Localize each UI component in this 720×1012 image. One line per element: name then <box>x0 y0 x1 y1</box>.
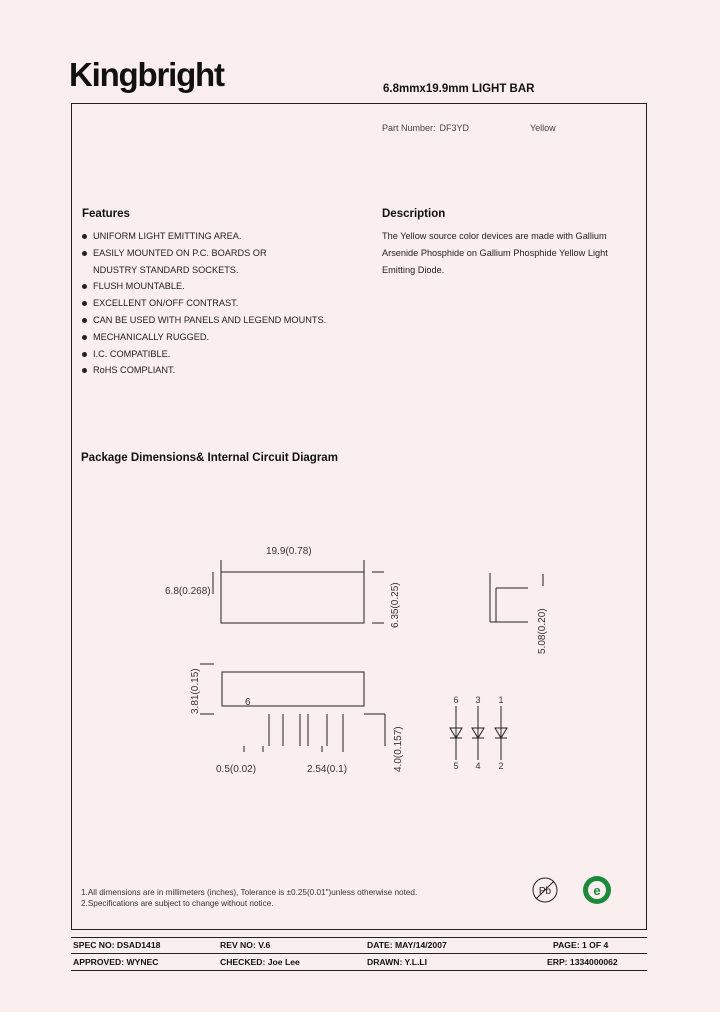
footer-checked: CHECKED: Joe Lee <box>220 957 300 967</box>
footer-bottom-rule <box>71 970 647 971</box>
feature-item: EASILY MOUNTED ON P.C. BOARDS OR <box>82 245 326 262</box>
description-text: The Yellow source color devices are made with Gallium Arsenide Phosphide on Gallium Phosphide Yellow Light Emitting Diode. <box>382 231 608 275</box>
feature-item: UNIFORM LIGHT EMITTING AREA. <box>82 228 326 245</box>
front-pin-number: 6 <box>245 697 251 708</box>
feature-item: EXCELLENT ON/OFF CONTRAST. <box>82 295 326 312</box>
top-view-body <box>221 572 364 623</box>
footer-drawn: DRAWN: Y.L.LI <box>367 957 427 967</box>
footer-erp: ERP: 1334000062 <box>547 957 618 967</box>
circuit-pin-label: 4 <box>475 761 481 771</box>
circuit-pin-label: 3 <box>475 695 481 705</box>
part-number-value: DF3YD <box>439 123 470 133</box>
feature-item: MECHANICALLY RUGGED. <box>82 329 326 346</box>
feature-item: CAN BE USED WITH PANELS AND LEGEND MOUNTS. <box>82 312 326 329</box>
note-1: 1.All dimensions are in millimeters (inches), Tolerance is ±0.25(0.01")unless otherwise noted. <box>81 888 418 897</box>
footer-rev-no: REV NO: V.6 <box>220 940 271 950</box>
rohs-badge <box>583 876 611 904</box>
footer-top-rule <box>71 937 647 938</box>
circuit-pin-label: 1 <box>498 695 504 705</box>
note-2: 2.Specifications are subject to change without notice. <box>81 899 274 908</box>
pb-text: Pb <box>538 886 552 897</box>
product-title: 6.8mmx19.9mm LIGHT BAR <box>383 83 535 95</box>
dim-lead-label: 4.0(0.157) <box>393 726 404 772</box>
emitting-color: Yellow <box>530 123 556 133</box>
circuit-pin-label: 5 <box>453 761 459 771</box>
package-heading: Package Dimensions& Internal Circuit Diagram <box>81 452 338 464</box>
dim-pin-height-label: 3.81(0.15) <box>190 668 201 714</box>
dim-pitch-label: 2.54(0.1) <box>307 764 348 775</box>
rohs-e-text: e <box>593 883 601 898</box>
footer-page: PAGE: 1 OF 4 <box>553 940 609 950</box>
part-number-label: Part Number: <box>382 123 436 133</box>
footer-spec-no: SPEC NO: DSAD1418 <box>73 940 161 950</box>
notes <box>81 887 417 909</box>
dim-left-height-label: 6.8(0.268) <box>165 586 211 597</box>
feature-item: I.C. COMPATIBLE. <box>82 346 326 363</box>
feature-item: FLUSH MOUNTABLE. <box>82 278 326 295</box>
circuit-pin-label: 6 <box>453 695 459 705</box>
features-heading: Features <box>82 208 130 220</box>
description-heading: Description <box>382 208 446 220</box>
front-view-body <box>222 672 364 706</box>
circuit-pin-label: 2 <box>498 761 504 771</box>
pb-free-badge <box>533 878 557 902</box>
dim-width-label: 19.9(0.78) <box>266 546 312 557</box>
dim-pin-width-label: 0.5(0.02) <box>216 764 257 775</box>
feature-item: RoHS COMPLIANT. <box>82 362 326 379</box>
footer-date: DATE: MAY/14/2007 <box>367 940 447 950</box>
feature-item-continuation: NDUSTRY STANDARD SOCKETS. <box>93 264 239 275</box>
dim-side-label: 5.08(0.20) <box>537 608 548 654</box>
dim-body-height-label: 6.35(0.25) <box>390 582 401 628</box>
footer-approved: APPROVED: WYNEC <box>73 957 159 967</box>
kingbright-logo: Kingbright <box>69 56 224 93</box>
footer-mid-rule <box>71 953 647 954</box>
internal-circuit-diagram <box>450 706 507 760</box>
